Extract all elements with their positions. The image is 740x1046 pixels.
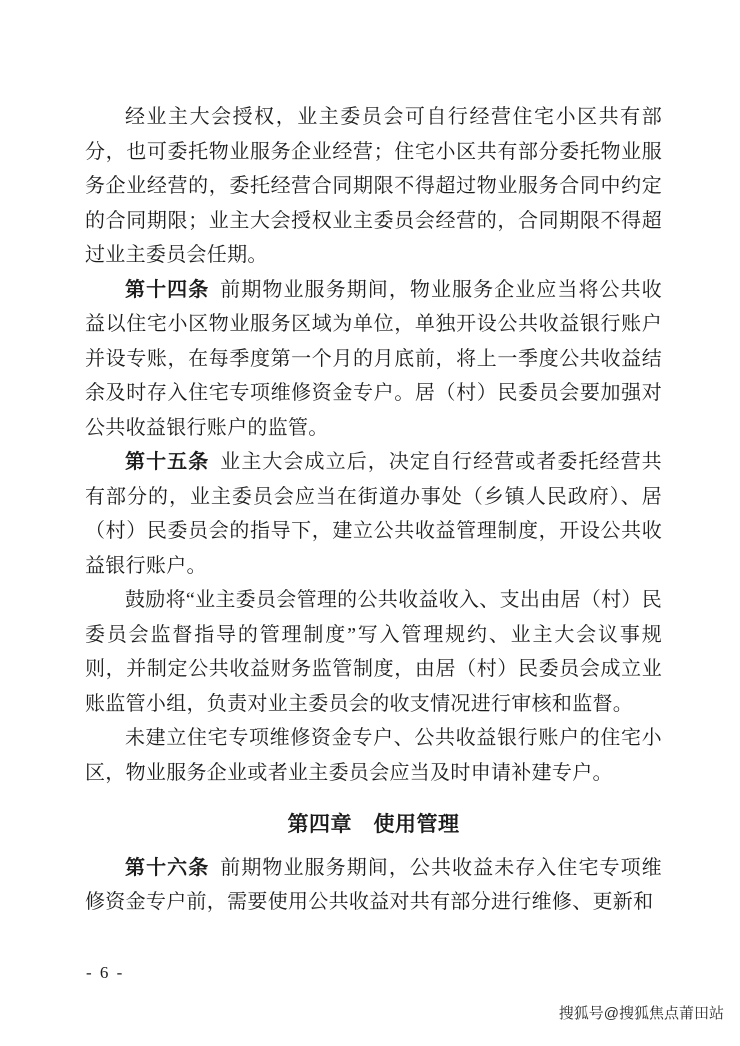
- article-15-text: 业主大会成立后，决定自行经营或者委托经营共有部分的，业主委员会应当在街道办事处（乡镇人民政府）、居（村）民委员会的指导下，建立公共收益管理制度，开设公共收益银行账户。: [85, 451, 662, 577]
- paragraph-article-14: [85, 273, 662, 446]
- chapter-heading: 第四章 使用管理: [287, 812, 460, 836]
- paragraph-authorization: 经业主大会授权，业主委员会可自行经营住宅小区共有部分，也可委托物业服务企业经营；住宅小区共有部分委托物业服务企业经营的，委托经营合同期限不得超过物业服务合同中约定的合同期限；业主大会授权业主委员会经营的，合同期限不得超过业主委员会任期。: [85, 106, 662, 266]
- watermark-text: 搜狐号@搜狐焦点莆田站: [558, 1005, 724, 1022]
- paragraph-article-15: [85, 445, 662, 583]
- paragraph-encourage-supervision: 鼓励将“业主委员会管理的公共收益收入、支出由居（村）民委员会监督指导的管理制度”写入管理规约、业主大会议事规则，并制定公共收益财务监管制度，由居（村）民委员会成立业账监管小组，负责对业主委员会的收支情况进行审核和监督。: [85, 589, 662, 715]
- article-16-text: 前期物业服务期间，公共收益未存入住宅专项维修资金专户前，需要使用公共收益对共有部分进行维修、更新和: [85, 856, 662, 913]
- article-15-label: 第十五条: [125, 451, 210, 473]
- paragraph-missing-accounts: 未建立住宅专项维修资金专户、公共收益银行账户的住宅小区，物业服务企业或者业主委员会应当及时申请补建专户。: [85, 727, 662, 784]
- article-16-label: 第十六条: [125, 856, 210, 879]
- watermark: [559, 1002, 724, 1023]
- article-14-label: 第十四条: [125, 278, 210, 301]
- paragraph-article-16: [85, 851, 662, 920]
- document-body: [85, 100, 662, 920]
- page-number: - 6 -: [86, 963, 125, 982]
- article-14-text: 前期物业服务期间，物业服务企业应当将公共收益以住宅小区物业服务区域为单位，单独开设公共收益银行账户并设专账，在每季度第一个月的月底前，将上一季度公共收益结余及时存入住宅专项维修资金专户。居（村）民委员会要加强对公共收益银行账户的监管。: [85, 278, 662, 439]
